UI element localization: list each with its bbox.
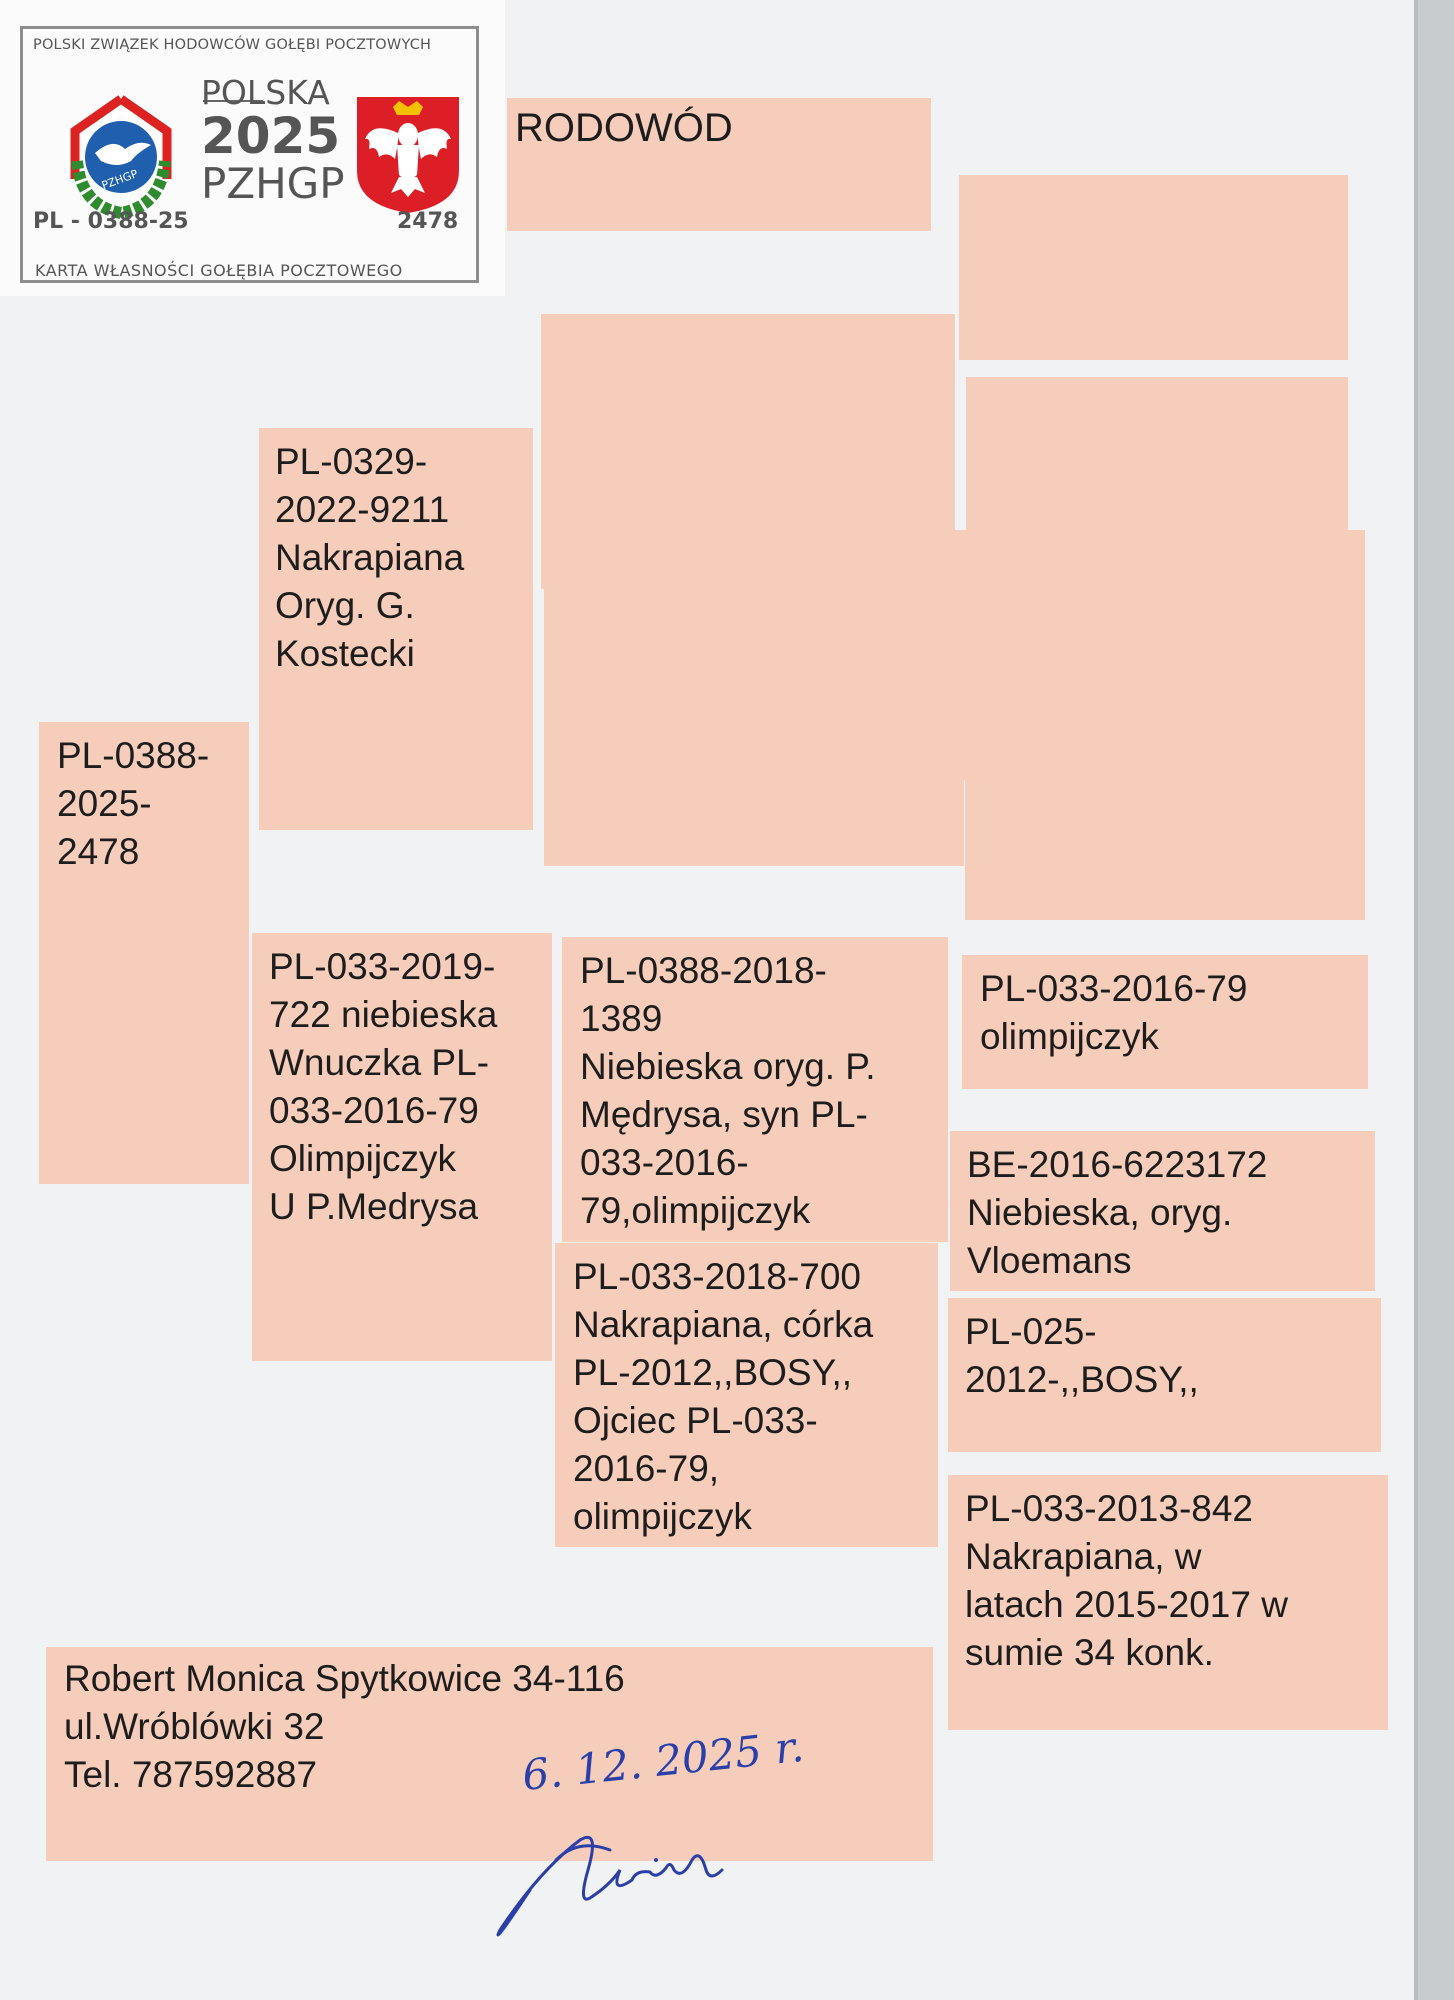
- ggs-dam-dam-text: PL-025- 2012-,,BOSY,,: [965, 1311, 1199, 1400]
- pigeon-ring-text: PL-0388- 2025- 2478: [57, 735, 210, 872]
- ggd-dam-dam-box: [948, 1475, 1388, 1730]
- dam-box: [252, 933, 552, 1361]
- card-polska: POLSKA: [201, 73, 330, 112]
- dam-text: PL-033-2019- 722 niebieska Wnuczka PL- 033-2016-79 Olimpijczyk U P.Medrysa: [269, 946, 498, 1227]
- card-frame: [20, 26, 479, 283]
- sire-text: PL-0329- 2022-9211 Nakrapiana Oryg. G. Kostecki: [275, 441, 465, 674]
- dam-sire-text: PL-0388-2018- 1389 Niebieska oryg. P. Mędrysa, syn PL- 033-2016- 79,olimpijczyk: [580, 950, 876, 1231]
- ggs-dam-sire-text: PL-033-2016-79 olimpijczyk: [980, 968, 1248, 1057]
- ownership-card: [0, 0, 505, 296]
- dam-sire-box: [562, 937, 948, 1242]
- logo-text: PZHGP: [99, 167, 140, 193]
- card-union-name: POLSKI ZWIĄZEK HODOWCÓW GOŁĘBI POCZTOWYCH: [33, 37, 432, 53]
- card-pzhgp: PZHGP: [201, 159, 345, 208]
- empty-box-ggs-sire-1: [959, 175, 1348, 360]
- pigeon-box: [39, 722, 249, 1184]
- card-title: KARTA WŁASNOŚCI GOŁĘBIA POCZTOWEGO: [35, 261, 403, 280]
- sire-box: [259, 428, 533, 830]
- empty-box-ggd-sire-1: [966, 377, 1348, 535]
- pzhgp-logo-icon: [61, 91, 181, 221]
- sheet-edge: [1414, 0, 1418, 2000]
- ggd-dam-sire-text: BE-2016-6223172 Niebieska, oryg. Vloemans: [967, 1144, 1268, 1281]
- card-serial-number: 2478: [397, 209, 459, 234]
- eagle-emblem-icon: [353, 93, 463, 215]
- card-ring-number: PL - 0388-25: [33, 209, 189, 234]
- ggs-dam-sire-box: [962, 955, 1368, 1089]
- signature-icon: [460, 1720, 860, 1970]
- dam-dam-text: PL-033-2018-700 Nakrapiana, córka PL-2012,,BOSY,, Ojciec PL-033- 2016-79, olimpijczyk: [573, 1256, 874, 1537]
- ggd-dam-dam-text: PL-033-2013-842 Nakrapiana, w latach 2015-2017 w sumie 34 konk.: [965, 1488, 1288, 1673]
- empty-box-gd-sire: [544, 588, 964, 866]
- owner-text: Robert Monica Spytkowice 34-116 ul.Wróblówki 32 Tel. 787592887: [64, 1658, 625, 1795]
- empty-box-ggs-sire-2: [955, 530, 1365, 780]
- card-year: 2025: [201, 107, 341, 165]
- handwritten-date: 6. 12. 2025 r.: [519, 1721, 807, 1800]
- ggd-dam-sire-box: [950, 1131, 1375, 1291]
- ggs-dam-dam-box: [948, 1298, 1381, 1452]
- dam-dam-box: [555, 1243, 938, 1547]
- title-box: [507, 98, 931, 231]
- page-title: RODOWÓD: [515, 106, 733, 150]
- empty-box-ggd-sire-2: [965, 780, 1365, 920]
- empty-box-gs-sire: [541, 314, 955, 589]
